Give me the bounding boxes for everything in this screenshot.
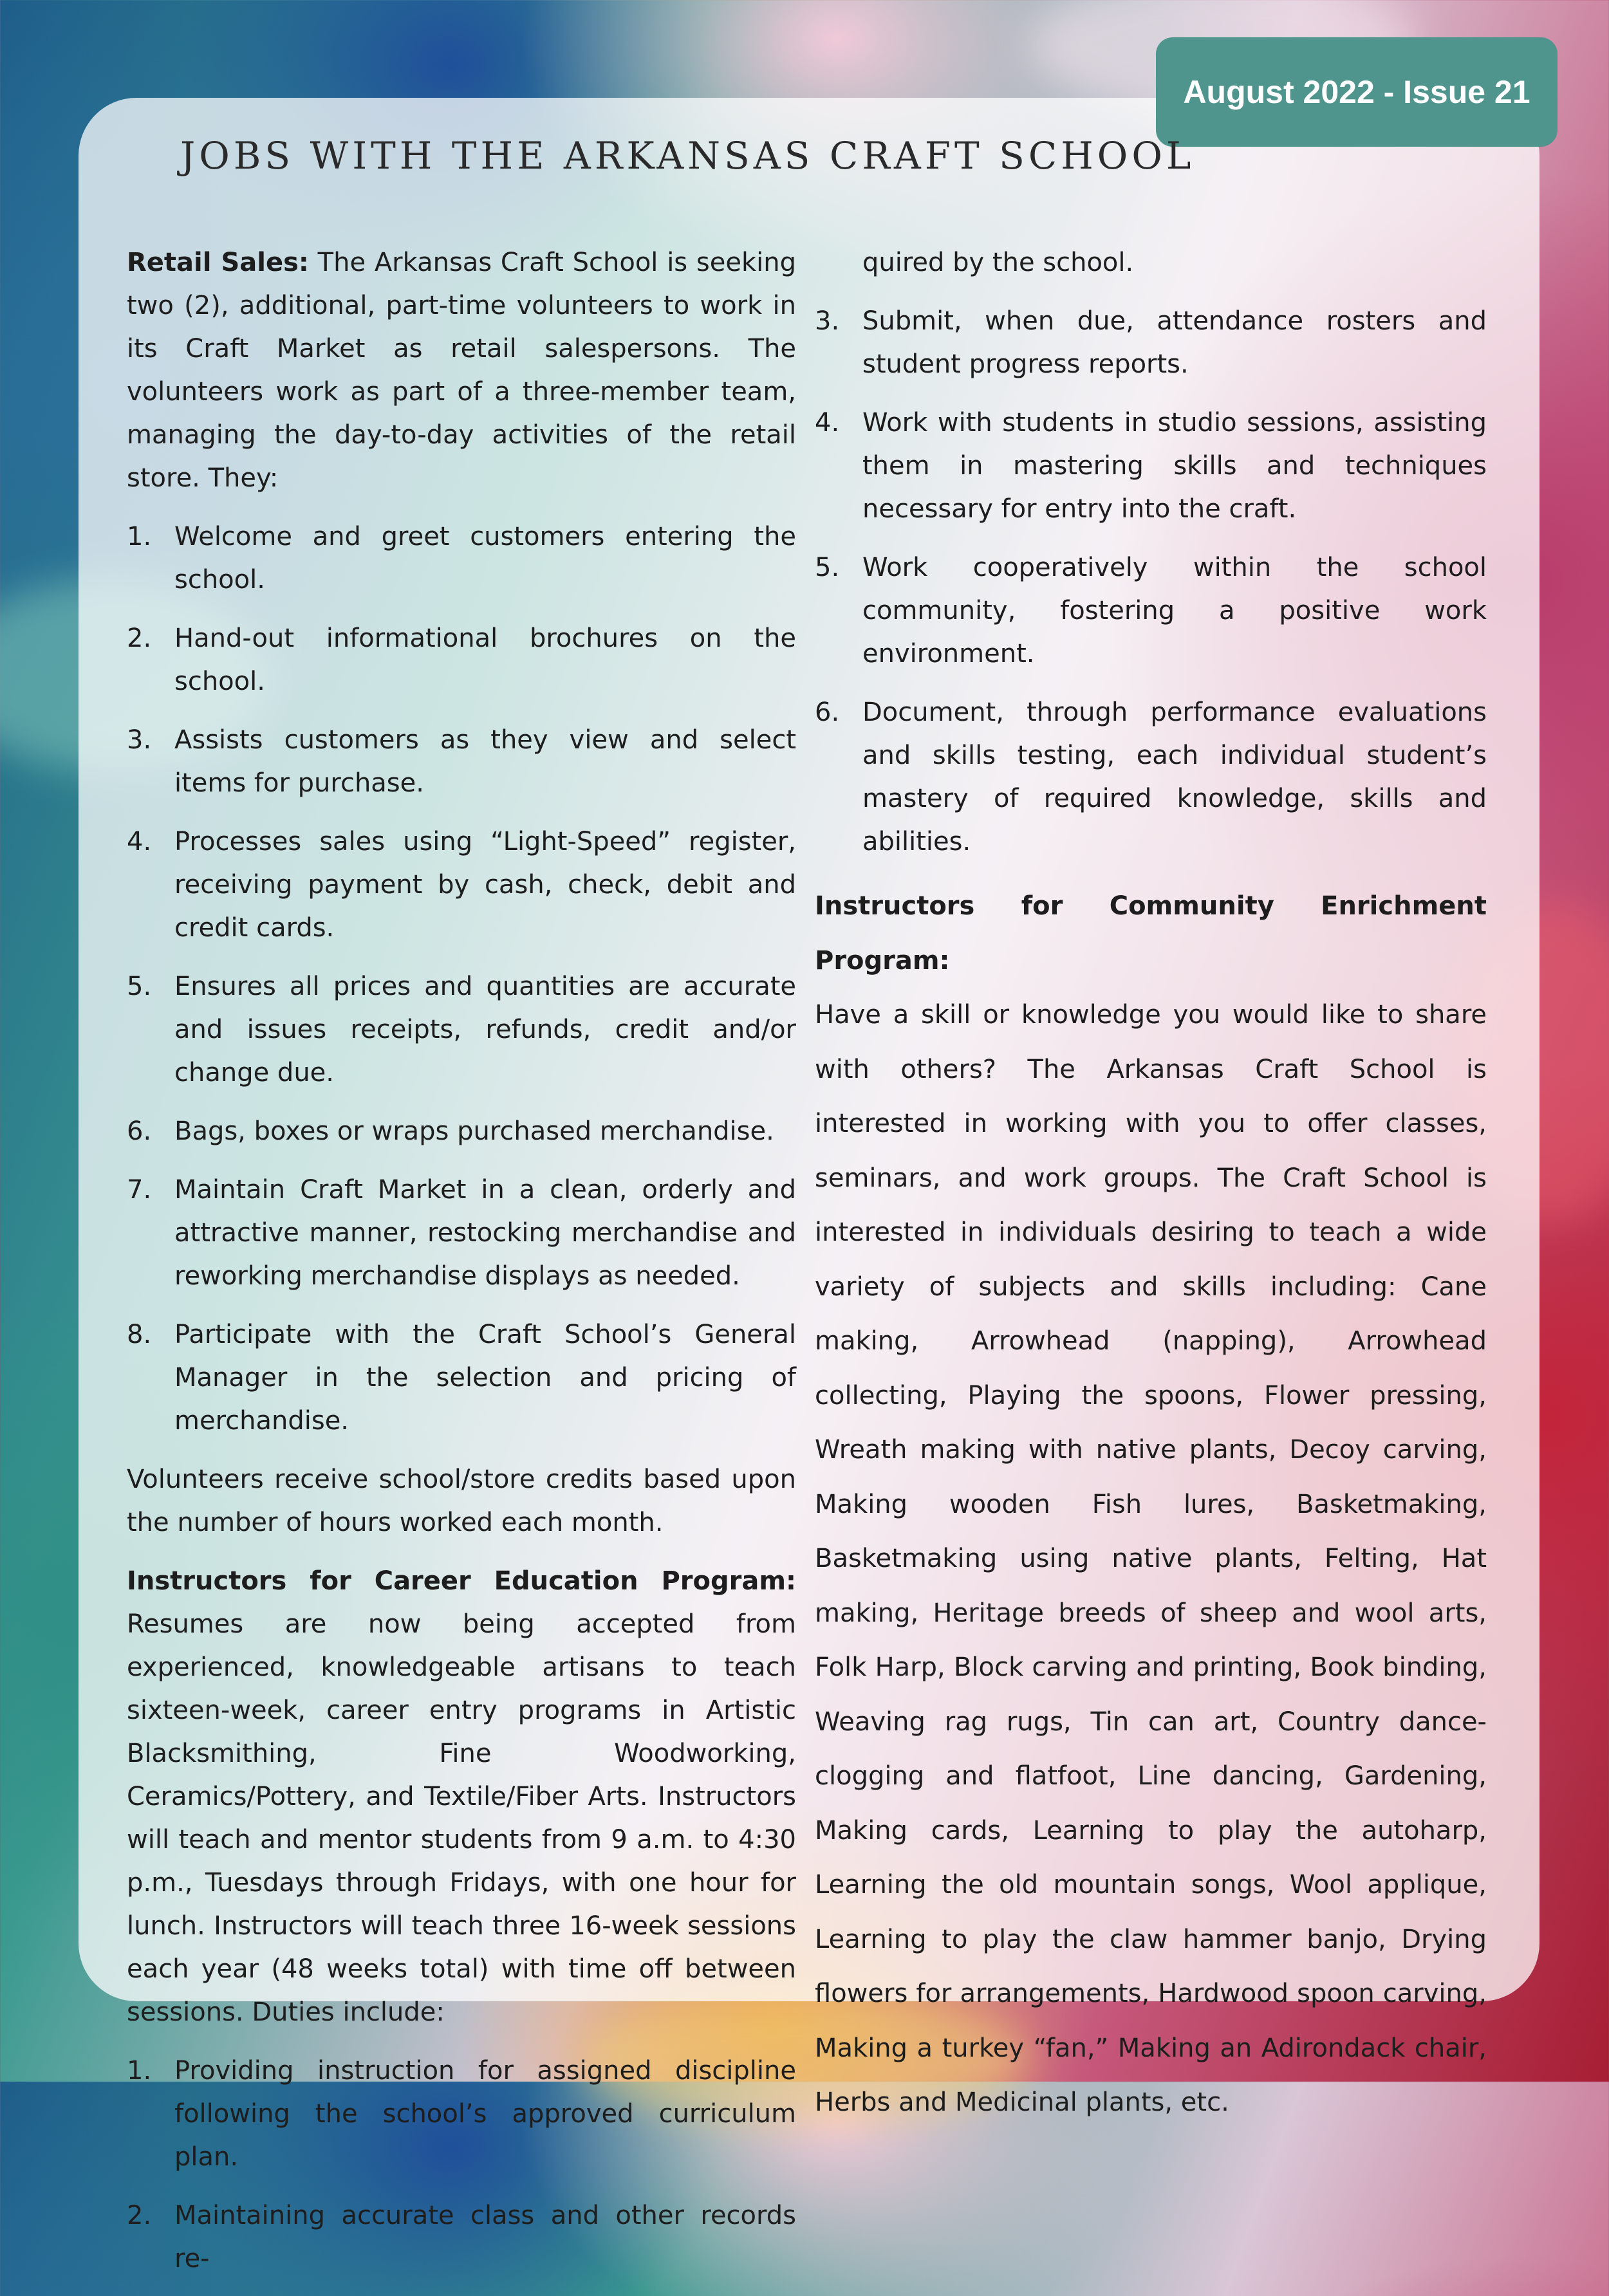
- retail-intro: [127, 241, 796, 500]
- page-title: JOBS WITH THE ARKANSAS CRAFT SCHOOL: [180, 134, 1195, 178]
- list-number: 3.: [815, 306, 840, 336]
- list-number: 1.: [127, 2056, 152, 2086]
- list-item: [127, 820, 796, 950]
- community-lead-line: [815, 879, 1487, 988]
- list-number: 5.: [815, 553, 840, 582]
- list-text: Processes sales using “Light-Speed” register, receiving payment by cash, check, debit and credit cards.: [174, 827, 796, 943]
- list-text: Participate with the Craft School’s General Manager in the selection and pricing of merchandise.: [174, 1320, 796, 1436]
- list-item: [127, 1313, 796, 1443]
- list-text: Maintaining accurate class and other records re-: [174, 2201, 796, 2273]
- list-text: Work cooperatively within the school community, fostering a positive work environment.: [862, 553, 1487, 669]
- list-item: [127, 965, 796, 1095]
- community-section: [815, 879, 1487, 2130]
- list-text: Document, through performance evaluations and skills testing, each individual student’s mastery of required knowledge, skills and abilities.: [862, 698, 1487, 856]
- right-column: [815, 241, 1487, 2130]
- list-number: 2.: [127, 2201, 152, 2230]
- list-item: [127, 2194, 796, 2281]
- list-item: [815, 691, 1487, 864]
- list-number: 2.: [127, 624, 152, 653]
- career-duties-list: [127, 2050, 796, 2281]
- list-number: 1.: [127, 522, 152, 551]
- list-text: Work with students in studio sessions, assisting them in mastering skills and techniques necessary for entry into the craft.: [862, 408, 1487, 524]
- community-lead: Instructors for Community Enrichment Program:: [815, 891, 1487, 976]
- list-number: 6.: [127, 1116, 152, 1146]
- list-item: [127, 719, 796, 805]
- list-text: Maintain Craft Market in a clean, orderly and attractive manner, restocking merchandise and reworking merchandise displays as needed.: [174, 1175, 796, 1291]
- list-number: 6.: [815, 698, 840, 727]
- retail-duties-list: [127, 515, 796, 1443]
- list-number: 4.: [815, 408, 840, 438]
- list-text: Welcome and greet customers entering the school.: [174, 522, 796, 595]
- retail-intro-text: The Arkansas Craft School is seeking two (2), additional, part-time volunteers to work in its Craft Market as retail salespersons. The volunteers work as part of a three-member team, managing the day-to-day activities of the retail store. They:: [127, 248, 796, 493]
- community-text: Have a skill or knowledge you would like to share with others? The Arkansas Craft School is interested in working with you to offer classes, seminars, and work groups. The Craft School is interested in individuals desiring to teach a wide variety of subjects and skills including: Cane making, Arrowhead (napping), Arrowhead collecting, Playing the spoons, Flower pressing, Wreath making with native plants, Decoy carving, Making wooden Fish lures, Basketmaking, Basketmaking using native plants, Felting, Hat making, Heritage breeds of sheep and wool arts, Folk Harp, Block carving and printing, Book binding, Weaving rag rugs, Tin can art, Country dance-clogging and flatfoot, Line dancing, Gardening, Making cards, Learning to play the autoharp, Learning the old mountain songs, Wool applique, Learning to play the claw hammer banjo, Drying flowers for arrangements, Hardwood spoon carving, Making a turkey “fan,” Making an Adirondack chair, Herbs and Medicinal plants, etc.: [815, 1000, 1487, 2117]
- list-number: 8.: [127, 1320, 152, 1349]
- career-intro-text: Resumes are now being accepted from experienced, knowledgeable artisans to teach sixteen-week, career entry programs in Artistic Blacksmithing, Fine Woodworking, Ceramics/Pottery, and Textile/Fiber Arts. Instructors will teach and mentor students from 9 a.m. to 4:30 p.m., Tuesdays through Fridays, with one hour for lunch. Instructors will teach three 16-week sessions each year (48 weeks total) with time off between sessions. Duties include:: [127, 1609, 796, 2027]
- issue-badge: August 2022 - Issue 21: [1156, 37, 1558, 147]
- list-item: [127, 2050, 796, 2179]
- list-item-continuation: quired by the school.: [862, 248, 1134, 277]
- list-text: Ensures all prices and quantities are accurate and issues receipts, refunds, credit and/or change due.: [174, 972, 796, 1088]
- list-number: 5.: [127, 972, 152, 1001]
- retail-closing: Volunteers receive school/store credits based upon the number of hours worked each month.: [127, 1465, 796, 1537]
- career-lead: Instructors for Career Education Program:: [127, 1566, 796, 1596]
- list-item: [127, 617, 796, 703]
- list-text: Providing instruction for assigned discipline following the school’s approved curriculum plan.: [174, 2056, 796, 2172]
- retail-lead: Retail Sales:: [127, 248, 309, 277]
- career-intro: [127, 1560, 796, 2034]
- list-item: [815, 402, 1487, 531]
- list-item: [127, 1110, 796, 1153]
- list-text: Assists customers as they view and select items for purchase.: [174, 725, 796, 798]
- left-column: [127, 241, 796, 2296]
- career-duties-list-continued: [815, 300, 1487, 864]
- list-item: [815, 300, 1487, 386]
- list-number: 3.: [127, 725, 152, 755]
- list-number: 4.: [127, 827, 152, 856]
- list-text: Submit, when due, attendance rosters and student progress reports.: [862, 306, 1487, 379]
- list-item: [127, 515, 796, 602]
- list-item: [815, 546, 1487, 676]
- list-text: Bags, boxes or wraps purchased merchandise.: [174, 1116, 774, 1146]
- list-number: 7.: [127, 1175, 152, 1205]
- list-text: Hand-out informational brochures on the school.: [174, 624, 796, 696]
- list-item: [127, 1169, 796, 1298]
